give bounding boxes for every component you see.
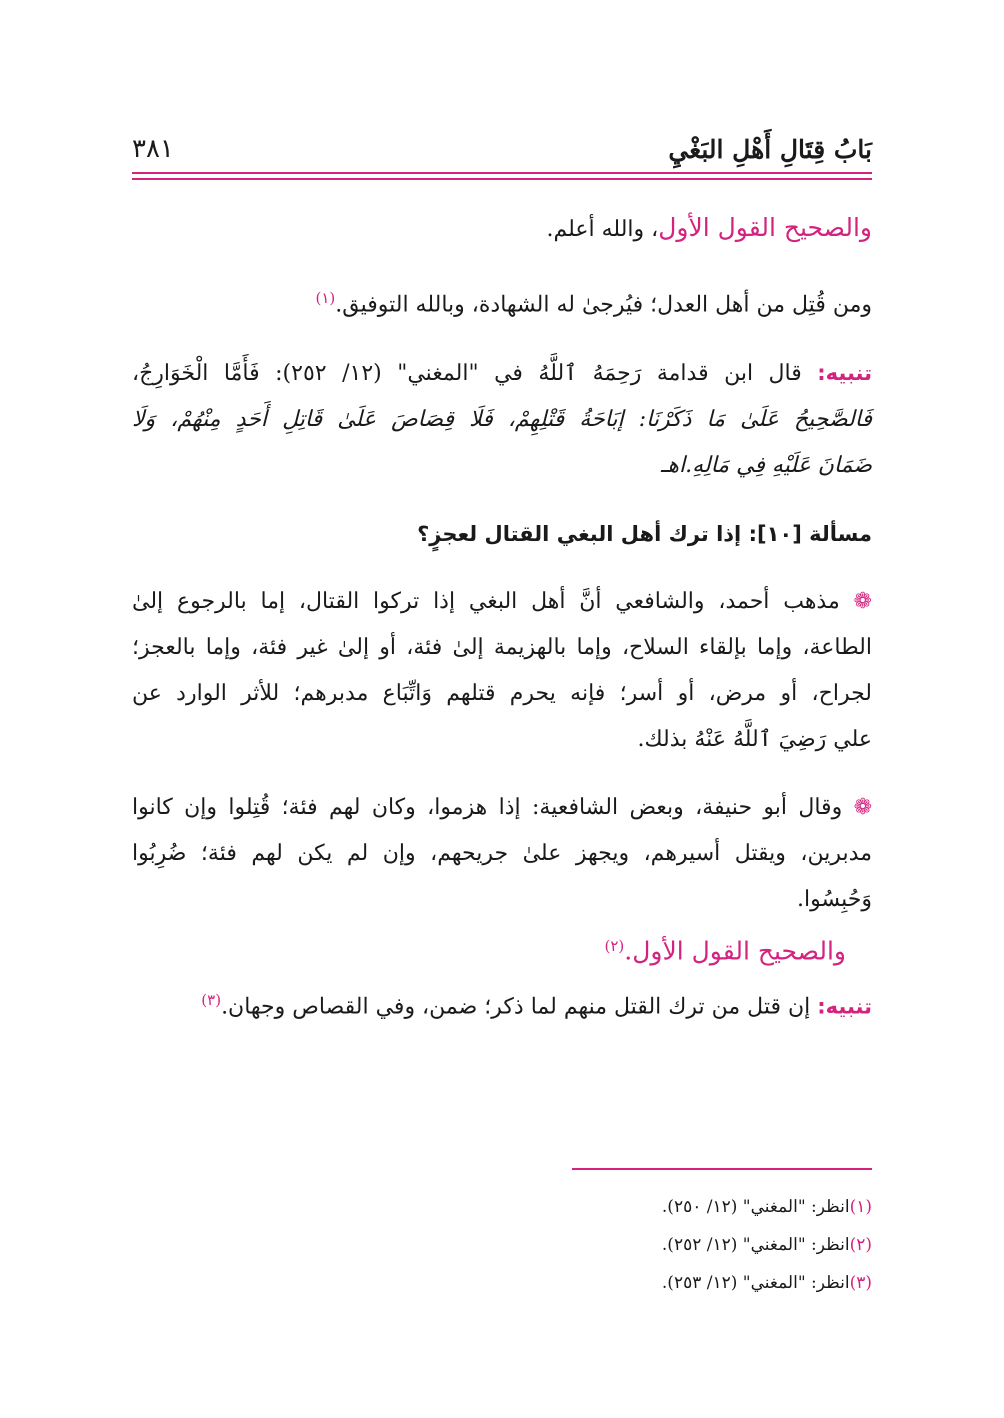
- flower-ornament-icon: ❁: [853, 795, 873, 821]
- paragraph-madhhab-line: [132, 579, 872, 625]
- paragraph-text: مذهب أحمد، والشافعي أنَّ أهل البغي إذا تركوا القتال، إما بالرجوع إلىٰ: [132, 589, 840, 615]
- paragraph-text: قال ابن قدامة رَحِمَهُ ٱللَّهُ في "المغني" (١٢/ ٢٥٢): فَأَمَّا الْخَوَارِجُ،: [132, 361, 802, 387]
- footnote-ref: (٢): [604, 937, 625, 956]
- header-rule-top: [132, 172, 872, 174]
- flower-ornament-icon: ❁: [853, 589, 872, 615]
- footnote-text: انظر: "المغني" (١٢/ ٢٥٣).: [661, 1273, 850, 1293]
- paragraph-text: وقال أبو حنيفة، وبعض الشافعية: إذا هزموا، وكان لهم فئة؛ قُتِلوا وإن كانوا: [132, 795, 843, 821]
- paragraph-madhhab-line: لجراح، أو مرض، أو أسر؛ فإنه يحرم قتلهم وَاتِّبَاع مدبرهم؛ للأثر الوارد عن: [132, 681, 872, 707]
- paragraph-hanafi-line: وَحُبِسُوا.: [797, 887, 872, 913]
- note-label: تنبيه:: [817, 993, 872, 1018]
- note-label: تنبيه:: [817, 361, 873, 386]
- paragraph-martyrdom: [132, 275, 872, 328]
- paragraph-note-line: ضَمَانَ عَلَيْهِ فِي مَالِهِ.اهـ: [660, 453, 872, 479]
- paragraph-madhhab-line: الطاعة، وإما بإلقاء السلاح، وإما بالهزيمة إلىٰ فئة، أو إلىٰ غير فئة، وإما بالعجز؛: [132, 635, 872, 661]
- footnote-ref: (١): [315, 289, 336, 307]
- highlight-text: والصحيح القول الأول: [658, 213, 872, 242]
- paragraph-note-2: [132, 977, 872, 1030]
- paragraph-text: ، والله أعلم.: [546, 217, 659, 242]
- footnote-number: (٣): [849, 1273, 872, 1293]
- footnote-text: انظر: "المغني" (١٢/ ٢٥٠).: [661, 1197, 850, 1217]
- main-text: [132, 205, 872, 1030]
- paragraph-madhhab-line: علي رَضِيَ ٱللَّهُ عَنْهُ بذلك.: [637, 727, 872, 753]
- paragraph-note-line: فَالصَّحِيحُ عَلَىٰ مَا ذَكَرْنَا: إبَاحَةُ قَتْلِهِمْ، فَلَا قِصَاصَ عَلَىٰ قَاتِلِ أَحَدٍ مِنْهُمْ، وَلَا: [132, 407, 872, 433]
- footnote-number: (١): [849, 1197, 872, 1217]
- highlight-text: والصحيح القول الأول.: [624, 936, 846, 966]
- footnote-item: [132, 1226, 872, 1264]
- footnote-number: (٢): [849, 1235, 872, 1255]
- paragraph-conclusion: [132, 205, 872, 253]
- paragraph-note-line: [132, 350, 872, 397]
- issue-heading: مسألة [١٠]: إذا ترك أهل البغي القتال لعجزٍ؟: [417, 522, 872, 547]
- footnote-text: انظر: "المغني" (١٢/ ٢٥٢).: [661, 1235, 850, 1255]
- page-number: ٣٨١: [132, 134, 174, 164]
- paragraph-hanafi-line: [132, 785, 872, 831]
- paragraph-hanafi-line: مدبرين، ويقتل أسيرهم، ويجهز علىٰ جريحهم، وإن لم يكن لهم فئة؛ ضُرِبُوا: [132, 841, 872, 867]
- paragraph-text: إن قتل من ترك القتل منهم لما ذكر؛ ضمن، وفي القصاص وجهان.: [221, 993, 811, 1019]
- paragraph-conclusion-2: [132, 923, 872, 976]
- footnote-item: [132, 1264, 872, 1302]
- footnote-item: [132, 1188, 872, 1226]
- paragraph-text: ومن قُتِل من أهل العدل؛ فيُرجىٰ له الشهادة، وبالله التوفيق.: [335, 292, 872, 318]
- footnotes: [132, 1188, 872, 1302]
- header-rule-bottom: [132, 178, 872, 180]
- running-header: [132, 120, 872, 164]
- footnote-separator: [572, 1168, 872, 1170]
- chapter-title: بَابُ قِتَالِ أَهْلِ البَغْيِ: [668, 135, 872, 164]
- footnote-ref: (٣): [201, 990, 222, 1009]
